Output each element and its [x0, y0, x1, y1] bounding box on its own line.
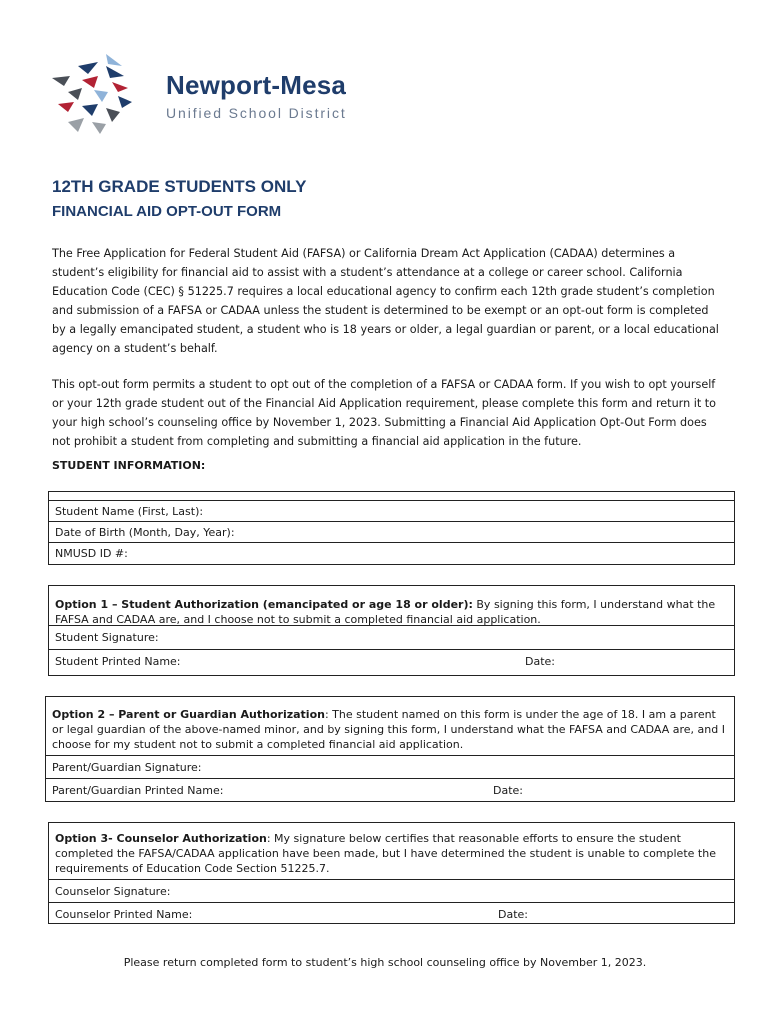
option-3-title: Option 3- Counselor Authorization — [55, 832, 267, 845]
option-2-body: : The student named on this form is under the age of 18. I am a parent or legal guardian of the above-named minor, and by signing this form, I understand what the FAFSA and CADAA are, and I choose for my student not to submit a completed financial aid application. — [52, 708, 725, 751]
parent-signature-field[interactable] — [46, 755, 734, 778]
student-name-field[interactable] — [49, 501, 734, 522]
counselor-date-label: Date: — [498, 907, 528, 921]
nmusd-id-field[interactable] — [49, 543, 734, 564]
student-printed-name-label: Student Printed Name: — [55, 655, 181, 668]
student-info-box — [48, 491, 735, 565]
nmusd-id-label: NMUSD ID #: — [55, 547, 128, 560]
parent-printed-name-label: Parent/Guardian Printed Name: — [52, 783, 224, 797]
option-2-text — [46, 697, 734, 755]
parent-date-label: Date: — [493, 783, 523, 797]
parent-printed-name-field[interactable] — [46, 778, 734, 801]
student-signature-label: Student Signature: — [55, 631, 159, 644]
option-2-title: Option 2 – Parent or Guardian Authorization — [52, 708, 325, 721]
option-1-title: Option 1 – Student Authorization (emancipated or age 18 or older): — [55, 598, 473, 611]
form-title: FINANCIAL AID OPT-OUT FORM — [52, 203, 282, 220]
counselor-printed-name-field[interactable] — [49, 902, 734, 925]
counselor-printed-name-label: Counselor Printed Name: — [55, 907, 193, 921]
intro-paragraph-2: This opt-out form permits a student to opt out of the completion of a FAFSA or CADAA form. If you wish to opt yourself or your 12th grade student out of the Financial Aid Application requirement, please complete this form and return it to your high school’s counseling office by November 1, 2023. Submitting a Financial Aid Application Opt-Out Form does not prohibit a student from completing and submitting a financial aid application in the future. — [52, 378, 716, 448]
page-title: 12TH GRADE STUDENTS ONLY — [52, 177, 307, 196]
student-name-label: Student Name (First, Last): — [55, 504, 204, 518]
date-of-birth-label: Date of Birth (Month, Day, Year): — [55, 525, 235, 539]
option-1-box — [48, 585, 735, 676]
student-printed-name-field[interactable] — [49, 649, 734, 673]
brand-subtitle: Unified School District — [166, 105, 347, 121]
student-signature-field[interactable] — [49, 625, 734, 649]
student-date-label: Date: — [525, 655, 555, 668]
parent-signature-label: Parent/Guardian Signature: — [52, 760, 202, 774]
option-2-box — [45, 696, 735, 802]
intro-paragraph-1: The Free Application for Federal Student Aid (FAFSA) or California Dream Act Application (CADAA) determines a student’s eligibility for financial aid to assist with a student’s attendance at a college or career school. California Education Code (CEC) § 51225.7 requires a local educational agency to confirm each 12th grade student’s completion and submission of a FAFSA or CADAA unless the student is determined to be exempt or an opt-out form is completed by a legally emancipated student, a student who is 18 years or older, a legal guardian or parent, or a local educational agency on a student’s behalf. — [52, 247, 719, 355]
brand-name: Newport-Mesa — [166, 70, 347, 100]
option-1-text — [49, 586, 734, 625]
student-info-heading: STUDENT INFORMATION: — [52, 459, 206, 472]
counselor-signature-label: Counselor Signature: — [55, 884, 171, 898]
footer-note: Please return completed form to student’s high school counseling office by November 1, 2023. — [123, 956, 647, 969]
option-3-box — [48, 822, 735, 924]
district-logo-icon — [48, 52, 134, 144]
counselor-signature-field[interactable] — [49, 879, 734, 902]
date-of-birth-field[interactable] — [49, 522, 734, 543]
option-3-text — [49, 823, 734, 879]
option-1-body: By signing this form, I understand what the FAFSA and CADAA are, and I choose not to submit a completed financial aid application. — [55, 598, 716, 626]
option-3-body: : My signature below certifies that reasonable efforts to ensure the student completed the FAFSA/CADAA application have been made, but I have determined the student is unable to complete the requirements of Education Code Section 51225.7. — [55, 832, 716, 875]
